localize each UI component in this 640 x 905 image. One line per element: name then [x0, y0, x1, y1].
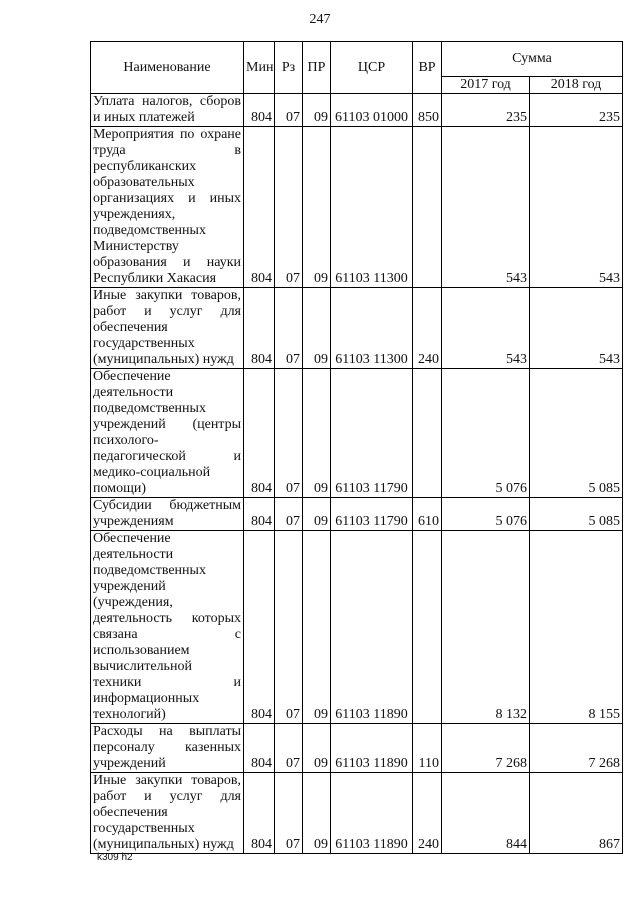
- row-rz: 07: [275, 94, 303, 127]
- header-name: Наименование: [91, 42, 244, 94]
- table-row: [91, 94, 623, 127]
- row-csr: 61103 11790: [331, 498, 413, 531]
- row-csr: 61103 11300: [331, 127, 413, 288]
- row-pr: 09: [303, 369, 331, 498]
- table-row: [91, 498, 623, 531]
- row-name: Мероприятия по охране труда в республиканских образовательных организациях и иных учреждениях, подведомственных Министерству образования и науки Республики Хакасия: [91, 127, 244, 288]
- row-y2018: 8 155: [530, 531, 623, 724]
- row-csr: 61103 01000: [331, 94, 413, 127]
- row-y2018: 7 268: [530, 724, 623, 773]
- row-rz: 07: [275, 288, 303, 369]
- row-y2018: 543: [530, 127, 623, 288]
- row-y2017: 5 076: [442, 498, 530, 531]
- row-y2018: 5 085: [530, 369, 623, 498]
- row-vr: [413, 369, 442, 498]
- row-rz: 07: [275, 127, 303, 288]
- header-year-2017: 2017 год: [442, 77, 530, 94]
- row-csr: 61103 11890: [331, 773, 413, 854]
- header-vr: ВР: [413, 42, 442, 94]
- row-y2017: 7 268: [442, 724, 530, 773]
- row-pr: 09: [303, 127, 331, 288]
- row-name: Иные закупки товаров, работ и услуг для обеспечения государственных (муниципальных) нужд: [91, 773, 244, 854]
- header-sum: Сумма: [442, 42, 623, 77]
- row-vr: [413, 127, 442, 288]
- row-y2017: 543: [442, 127, 530, 288]
- row-vr: [413, 531, 442, 724]
- row-csr: 61103 11300: [331, 288, 413, 369]
- row-name: Обеспечение деятельности подведомственных учреждений (учреждения, деятельность которых связана с использованием вычислительной техники и информационных технологий): [91, 531, 244, 724]
- row-rz: 07: [275, 369, 303, 498]
- row-y2018: 543: [530, 288, 623, 369]
- row-vr: 850: [413, 94, 442, 127]
- budget-table: [90, 41, 623, 854]
- header-year-2018: 2018 год: [530, 77, 623, 94]
- row-min: 804: [244, 94, 275, 127]
- row-min: 804: [244, 773, 275, 854]
- row-name: Уплата налогов, сборов и иных платежей: [91, 94, 244, 127]
- row-pr: 09: [303, 531, 331, 724]
- row-y2018: 5 085: [530, 498, 623, 531]
- table-row: [91, 773, 623, 854]
- row-y2017: 8 132: [442, 531, 530, 724]
- row-name: Иные закупки товаров, работ и услуг для обеспечения государственных (муниципальных) нужд: [91, 288, 244, 369]
- row-vr: 240: [413, 288, 442, 369]
- row-y2017: 235: [442, 94, 530, 127]
- header-min: Мин: [244, 42, 275, 94]
- row-min: 804: [244, 498, 275, 531]
- row-csr: 61103 11890: [331, 531, 413, 724]
- row-pr: 09: [303, 94, 331, 127]
- row-name: Субсидии бюджетным учреждениям: [91, 498, 244, 531]
- row-pr: 09: [303, 498, 331, 531]
- row-y2017: 5 076: [442, 369, 530, 498]
- row-y2017: 543: [442, 288, 530, 369]
- row-y2018: 235: [530, 94, 623, 127]
- row-rz: 07: [275, 531, 303, 724]
- row-min: 804: [244, 369, 275, 498]
- row-y2017: 844: [442, 773, 530, 854]
- row-min: 804: [244, 127, 275, 288]
- table-row: [91, 531, 623, 724]
- row-rz: 07: [275, 498, 303, 531]
- header-pr: ПР: [303, 42, 331, 94]
- row-y2018: 867: [530, 773, 623, 854]
- header-csr: ЦСР: [331, 42, 413, 94]
- row-csr: 61103 11890: [331, 724, 413, 773]
- header-rz: Рз: [275, 42, 303, 94]
- row-min: 804: [244, 288, 275, 369]
- table-row: [91, 127, 623, 288]
- row-pr: 09: [303, 724, 331, 773]
- row-min: 804: [244, 531, 275, 724]
- table-row: [91, 288, 623, 369]
- row-rz: 07: [275, 724, 303, 773]
- row-vr: 240: [413, 773, 442, 854]
- row-rz: 07: [275, 773, 303, 854]
- row-csr: 61103 11790: [331, 369, 413, 498]
- row-name: Расходы на выплаты персоналу казенных учреждений: [91, 724, 244, 773]
- row-min: 804: [244, 724, 275, 773]
- row-name: Обеспечение деятельности подведомственных учреждений (центры психолого-педагогической и медико-социальной помощи): [91, 369, 244, 498]
- table-row: [91, 724, 623, 773]
- footer-code: k309 h2: [97, 852, 133, 863]
- row-pr: 09: [303, 773, 331, 854]
- row-vr: 110: [413, 724, 442, 773]
- row-vr: 610: [413, 498, 442, 531]
- page-number: 247: [309, 12, 331, 27]
- row-pr: 09: [303, 288, 331, 369]
- table-row: [91, 369, 623, 498]
